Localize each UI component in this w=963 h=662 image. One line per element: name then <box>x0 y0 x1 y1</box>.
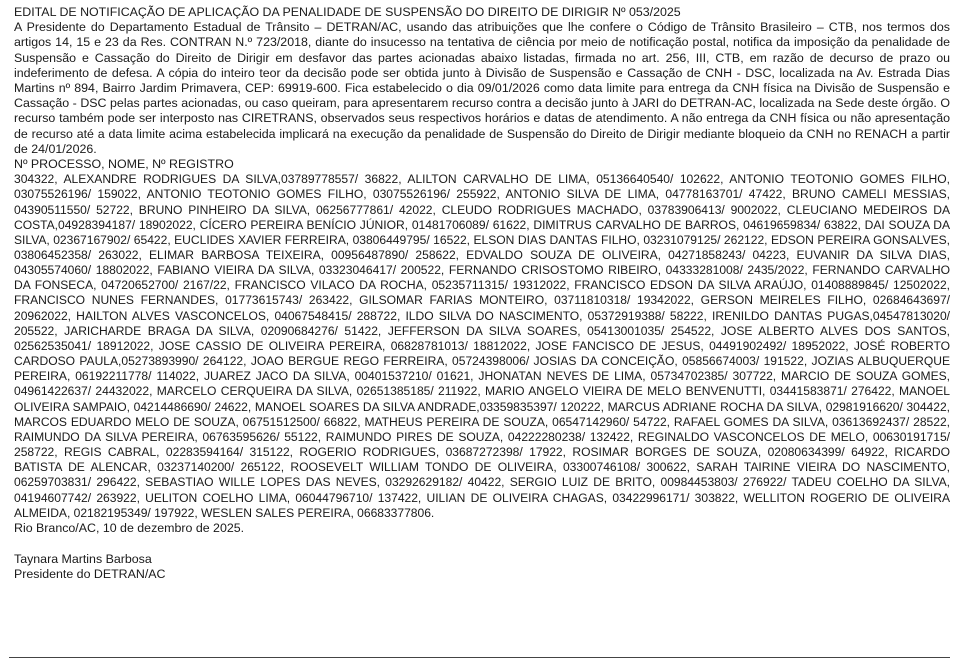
signature-block <box>14 552 950 582</box>
document-body-paragraph: A Presidente do Departamento Estadual de Trânsito – DETRAN/AC, usando das atribuições que lhe confere o Código de Trânsito Brasileiro – CTB, nos termos dos artigos 14, 15 e 23 da Res. CONTRAN N.º 723/2018, diante do insucesso na tentativa de ciência por meio de notificação postal, notifica da imposição da penalidade de Suspensão e Cassação do Direito de Dirigir em desfavor das partes acionadas abaixo listadas, firmada no art. 256, III, CTB, em razão de decurso de prazo ou indeferimento de defesa. A cópia do inteiro teor da decisão pode ser obtida junto à Divisão de Suspensão e Cassação de CNH - DSC, localizada na Av. Estrada Dias Martins nº 894, Bairro Jardim Primavera, CEP: 69919-600. Fica estabelecido o dia 09/01/2026 como data limite para entrega da CNH física na Divisão de Suspensão e Cassação - DSC pelas partes acionadas, ou caso queiram, para apresentarem recurso contra a decisão junto à JARI do DETRAN-AC, localizada na Sede deste órgão. O recurso também pode ser interposto nas CIRETRANS, observados seus respectivos horários e datas de atendimento. A não entrega da CNH física ou não apresentação de recurso até a data limite acima estabelecida implicará na execução da penalidade de Suspensão do Direito de Dirigir mediante bloqueio da CNH no RENACH a partir de 24/01/2026. <box>14 20 950 156</box>
signatory-name: Taynara Martins Barbosa <box>14 552 152 567</box>
place-date: Rio Branco/AC, 10 de dezembro de 2025. <box>14 520 245 535</box>
document-title: EDITAL DE NOTIFICAÇÃO DE APLICAÇÃO DA PENALIDADE DE SUSPENSÃO DO DIREITO DE DIRIGIR Nº 053/2025 <box>14 5 681 19</box>
bottom-divider <box>9 657 950 658</box>
edital-document <box>14 5 950 582</box>
records-list: 304322, ALEXANDRE RODRIGUES DA SILVA,03789778557/ 36822, ALILTON CARVALHO DE LIMA, 05136640540/ 102622, ANTONIO TEOTONIO GOMES FILHO, 03075526196/ 159022, ANTONIO TEOTONIO GOMES FILHO, 03075526196/ 255922, ANTONIO SILVA DE LIMA, 04778163701/ 47422, BRUNO CAMELI MESSIAS, 04390511550/ 52722, BRUNO PINHEIRO DA SILVA, 06256777861/ 42022, CLEUDO RODRIGUES MACHADO, 03783906413/ 9002022, CLEUCIANO MEDEIROS DA COSTA,04928394187/ 18902022, CÍCERO PEREIRA BENÍCIO JÚNIOR, 01481706089/ 61622, DIMITRUS CARVALHO DE BARROS, 04619659834/ 63822, DAI SOUZA DA SILVA, 02367167902/ 65422, EUCLIDES XAVIER FERREIRA, 03806449795/ 16522, ELSON DIAS DANTAS FILHO, 03231079125/ 262122, EDSON PEREIRA GONSALVES, 03806452358/ 263022, ELIMAR BARBOSA TEIXEIRA, 00956487890/ 258622, EDVALDO SOUZA DE OLIVEIRA, 04271858243/ 04223, EUVANIR DA SILVA DIAS, 04305574060/ 18802022, FABIANO VIEIRA DA SILVA, 03323046417/ 200522, FERNANDO CRISOSTOMO RIBEIRO, 04333281008/ 2435/2022, FERNANDO CARVALHO DA FONSECA, 04720652700/ 2167/22, FRANCISCO VILACO DA ROCHA, 05235711315/ 19312022, FRANCISCO EDSON DA SILVA ARAÚJO, 01408889845/ 12502022, FRANCISCO NUNES FERNANDES, 01773615743/ 263422, GILSOMAR FARIAS MONTEIRO, 03711810318/ 19342022, GERSON MEIRELES FILHO, 02684643697/ 20962022, HAILTON ALVES VASCONCELOS, 04067548415/ 288722, ILDO SILVA DO NASCIMENTO, 05372919388/ 58222, IRENILDO DANTAS PUGAS,04547813020/ 205522, JARICHARDE BRAGA DA SILVA, 02090684276/ 51422, JEFFERSON DA SILVA SOARES, 05413001035/ 254522, JOSE ALBERTO ALVES DOS SANTOS, 02562535041/ 18912022, JOSE CASSIO DE OLIVEIRA PEREIRA, 06828781013/ 18812022, JOSE FANCISCO DE JESUS, 04491902492/ 18952022, JOSÉ ROBERTO CARDOSO PAULA,05273893990/ 264122, JOAO BERGUE REGO FERREIRA, 05724398006/ JOSIAS DA CONCEIÇÃO, 05856674003/ 191522, JOZIAS ALBUQUERQUE PEREIRA, 06192211778/ 114022, JUAREZ JACO DA SILVA, 00401537210/ 01621, JHONATAN NEVES DE LIMA, 05734702385/ 307722, MARCIO DE SOUZA GOMES, 04961422637/ 24432022, MARCELO CERQUEIRA DA SILVA, 02651385185/ 211922, MARIO ANGELO VIEIRA DE MELO BENVENUTTI, 03441583871/ 276422, MANOEL OLIVEIRA SAMPAIO, 04214486690/ 24622, MANOEL SOARES DA SILVA ANDRADE,03359835397/ 120222, MARCUS ADRIANE ROCHA DA SILVA, 02981916620/ 304422, MARCOS EDUARDO MELO DE SOUZA, 06751512500/ 66822, MATHEUS PEREIRA DE SOUZA, 06547142960/ 54722, RAFAEL GOMES DA SILVA, 03613692437/ 28522, RAIMUNDO DA SILVA PEREIRA, 06763595626/ 55122, RAIMUNDO PIRES DE SOUZA, 04222280238/ 132422, REGINALDO VASCONCELOS DE MELO, 00630191715/ 258722, REGIS CABRAL, 02283594164/ 315122, ROGERIO RODRIGUES, 03687272398/ 17922, ROSIMAR BORGES DE SOUZA, 02080634399/ 64922, RICARDO BATISTA DE ALENCAR, 03237140200/ 265122, ROOSEVELT WILLIAM TONDO DE OLIVEIRA, 03300746108/ 300622, SARAH TAIRINE VIEIRA DO NASCIMENTO, 06259703831/ 296422, SEBASTIAO WILLE LOPES DAS NEVES, 03292629182/ 40422, SERGIO LUIZ DE BRITO, 00984453803/ 276922/ TADEU COELHO DA SILVA, 04194607742/ 263922, UELITON COELHO LIMA, 06044796710/ 137422, UILIAN DE OLIVEIRA CHAGAS, 03422996171/ 303822, WELLITON ROGERIO DE OLIVEIRA ALMEIDA, 02182195349/ 197922, WESLEN SALES PEREIRA, 06683377806. <box>14 172 950 520</box>
signatory-role: Presidente do DETRAN/AC <box>14 567 166 582</box>
list-header: Nº PROCESSO, NOME, Nº REGISTRO <box>14 157 234 172</box>
